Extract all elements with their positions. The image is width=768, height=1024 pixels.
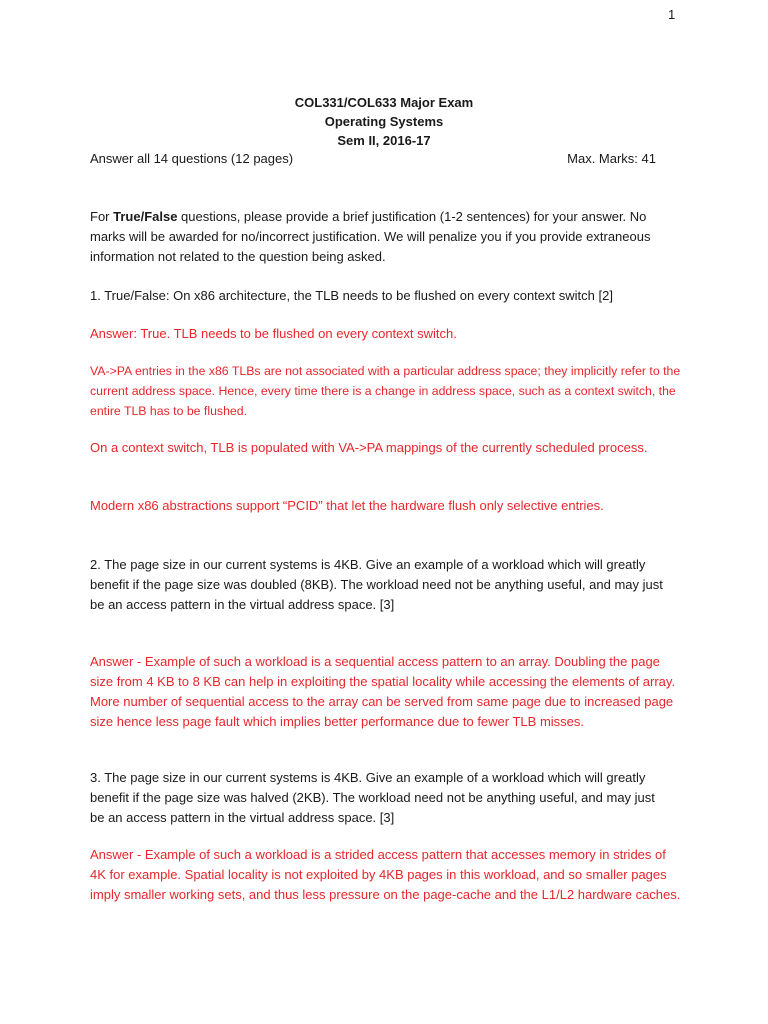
answer-1-line-2: VA->PA entries in the x86 TLBs are not associated with a particular address space; they implicitly refer to the current address space. Hence, every time there is a change in address space, such as a context switch, the entire TLB has to be flushed.: [90, 364, 681, 418]
question-3: 3. The page size in our current systems is 4KB. Give an example of a workload which will greatly benefit if the page size was halved (2KB). The workload need not be anything useful, and may just be an access pattern in the virtual address space. [3]: [90, 770, 655, 825]
semester-title: Sem II, 2016-17: [337, 133, 431, 148]
subject-title: Operating Systems: [324, 114, 444, 129]
true-false-bold: True/False: [113, 209, 178, 224]
answer-1-line-1: Answer: True. TLB needs to be flushed on every context switch.: [90, 326, 457, 341]
question-2: 2. The page size in our current systems is 4KB. Give an example of a workload which will greatly benefit if the page size was doubled (8KB). The workload need not be anything useful, and may just be an access pattern in the virtual address space. [3]: [90, 557, 663, 612]
answer-1-line-4: Modern x86 abstractions support “PCID” that let the hardware flush only selective entries.: [90, 498, 604, 513]
answer-3: Answer - Example of such a workload is a strided access pattern that accesses memory in strides of 4K for example. Spatial locality is not exploited by 4KB pages in this workload, and so smaller pages imply smaller working sets, and thus less pressure on the page-cache and the L1/L2 hardware caches.: [90, 847, 681, 902]
answer-1-line-3: On a context switch, TLB is populated with VA->PA mappings of the currently scheduled process.: [90, 440, 648, 455]
max-marks-text: Max. Marks: 41: [567, 151, 656, 166]
course-title: COL331/COL633 Major Exam: [294, 95, 474, 110]
intro-paragraph: For True/False questions, please provide a brief justification (1-2 sentences) for your answer. No marks will be awarded for no/incorrect justification. We will penalize you if you provide extraneous information not related to the question being asked.: [90, 209, 651, 264]
page-number: 1: [668, 7, 676, 22]
question-1: 1. True/False: On x86 architecture, the TLB needs to be flushed on every context switch [2]: [90, 288, 613, 303]
exam-header: [0, 93, 768, 150]
exam-meta-row: [90, 151, 656, 166]
instructions-text: Answer all 14 questions (12 pages): [90, 151, 294, 166]
answer-2: Answer - Example of such a workload is a sequential access pattern to an array. Doubling the page size from 4 KB to 8 KB can help in exploiting the spatial locality while accessing the elements of array. More number of sequential access to the array can be served from same page due to increased page size hence less page fault which implies better performance due to fewer TLB misses.: [90, 654, 676, 729]
